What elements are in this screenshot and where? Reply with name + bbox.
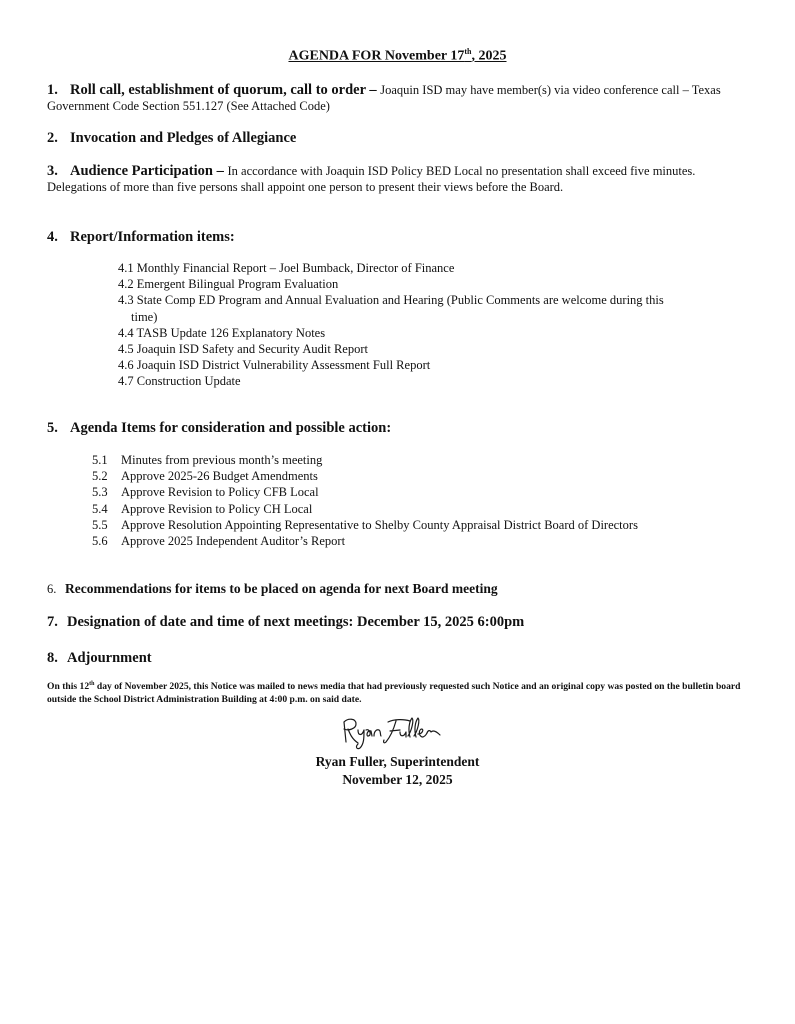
report-item: 4.4 TASB Update 126 Explanatory Notes <box>118 325 326 340</box>
agenda-item-5: 5. Agenda Items for consideration and possible action: <box>47 420 392 436</box>
report-item: 4.6 Joaquin ISD District Vulnerability Assessment Full Report <box>118 358 431 373</box>
agenda-item-1: 1. Roll call, establishment of quorum, call to order – Joaquin ISD may have member(s) via video conference call – Texas Government Code Section 551.127 (See Attached Code) <box>47 82 721 113</box>
agenda-item-4: 4. Report/Information items: <box>47 229 235 245</box>
report-item: 4.5 Joaquin ISD Safety and Security Audit Report <box>118 342 368 357</box>
agenda-item-6: 6. Recommendations for items to be placed on agenda for next Board meeting <box>47 581 498 596</box>
action-item: 5.1 Minutes from previous month’s meeting <box>92 453 323 467</box>
action-item: 5.3 Approve Revision to Policy CFB Local <box>92 485 319 500</box>
signatory-name: Ryan Fuller, Superintendent <box>315 754 480 769</box>
agenda-item-7: 7. Designation of date and time of next meetings: December 15, 2025 6:00pm <box>47 614 525 630</box>
agenda-item-3: 3. Audience Participation – In accordance with Joaquin ISD Policy BED Local no presentation shall exceed five minutes. Delegations of more than five persons shall appoint one person to present their views before the Board. <box>47 163 696 194</box>
action-items-list <box>92 452 742 549</box>
report-item: 4.2 Emergent Bilingual Program Evaluation <box>118 277 339 292</box>
report-item: 4.7 Construction Update <box>118 374 241 389</box>
agenda-item-2: 2. Invocation and Pledges of Allegiance <box>47 130 297 146</box>
report-items-list <box>118 260 738 390</box>
action-item: 5.2 Approve 2025-26 Budget Amendments <box>92 469 318 484</box>
signature-date: November 12, 2025 <box>342 772 453 787</box>
report-item: 4.1 Monthly Financial Report – Joel Bumback, Director of Finance <box>118 261 455 275</box>
action-item: 5.5 Approve Resolution Appointing Representative to Shelby County Appraisal District Board of Directors <box>92 517 638 532</box>
action-item: 5.4 Approve Revision to Policy CH Local <box>92 501 313 516</box>
report-item-continuation: time) <box>131 309 158 324</box>
report-item: 4.3 State Comp ED Program and Annual Evaluation and Hearing (Public Comments are welcome during this <box>118 293 664 308</box>
action-item: 5.6 Approve 2025 Independent Auditor’s Report <box>92 534 346 549</box>
agenda-item-8: 8. Adjournment <box>47 650 152 666</box>
signature-image <box>336 712 456 752</box>
agenda-title: AGENDA FOR November 17th, 2025 <box>288 47 507 64</box>
posting-notice: On this 12th day of November 2025, this Notice was mailed to news media that had previously requested such Notice and an original copy was posted on the bulletin board outside the School District Administration Building at 4:00 p.m. on said date. <box>47 681 741 706</box>
